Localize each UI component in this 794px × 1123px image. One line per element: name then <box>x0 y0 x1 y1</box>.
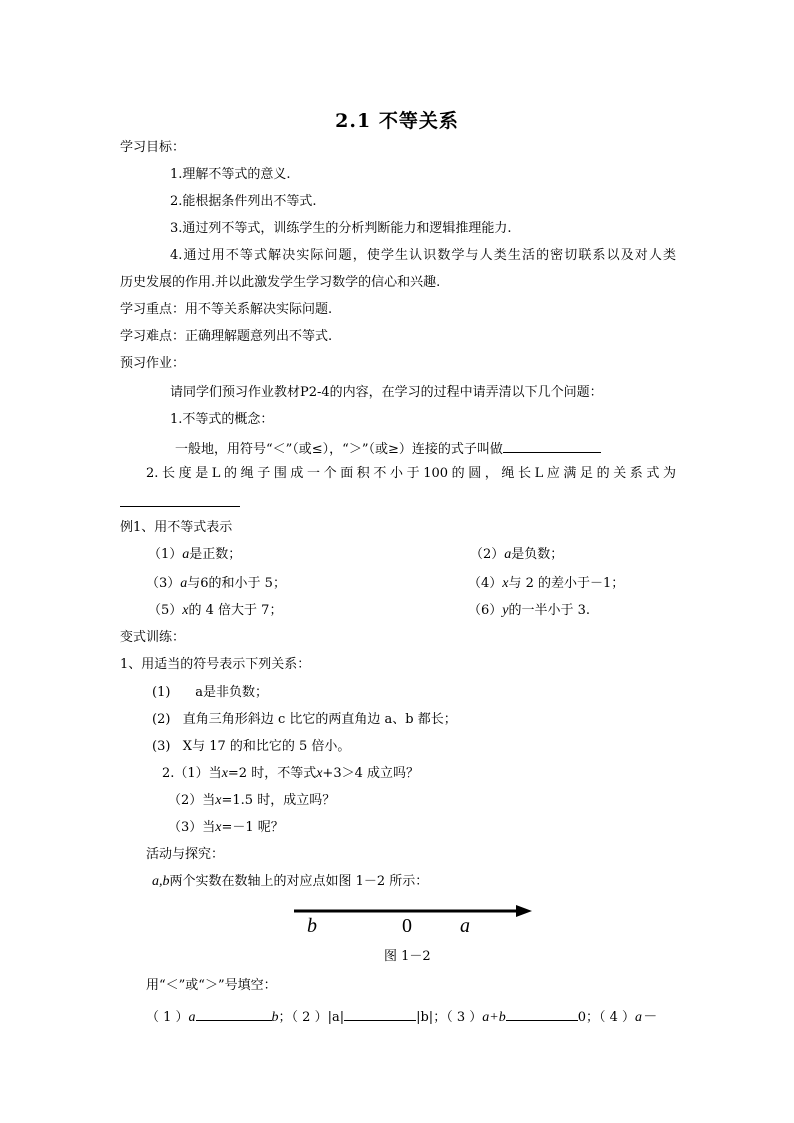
preview-q1 <box>175 438 601 459</box>
label-a: a <box>460 915 470 937</box>
difficulty: 学习难点：正确理解题意列出不等式. <box>120 329 333 344</box>
label-b: b <box>307 915 317 937</box>
fill-prompt: 用“＜”或“＞”号填空： <box>146 978 277 993</box>
practice-q2-2: （2）当x=1.5 时，成立吗？ <box>168 793 336 808</box>
page-title: 2.1 不等关系 <box>335 110 459 132</box>
practice-q2: 2.（1）当x=2 时，不等式x+3＞4 成立吗？ <box>162 766 419 781</box>
answer-blank[interactable] <box>506 1006 578 1021</box>
objective-item: 2.能根据条件列出不等式. <box>170 194 317 209</box>
objective-item: 3.通过列不等式，训练学生的分析判断能力和逻辑推理能力. <box>170 221 512 236</box>
preview-q1-title: 1.不等式的概念： <box>170 412 274 427</box>
answer-blank[interactable] <box>196 1006 272 1021</box>
abs-b: |b| <box>416 1010 434 1025</box>
activity-intro: a,b两个实数在数轴上的对应点如图 1－2 所示： <box>152 874 429 889</box>
number-line <box>290 898 540 942</box>
practice-item: (3) X与 17 的和比它的 5 倍小。 <box>152 739 351 754</box>
example-item: （2）a是负数； <box>470 547 564 562</box>
fill-line: （ 1 ）a b；（ 2 ）|a| |b|；（ 3 ）a+b 0；（ 4 ）a－ <box>146 1006 656 1027</box>
abs-a: |a| <box>327 1010 345 1025</box>
activity-heading: 活动与探究： <box>146 847 225 862</box>
answer-blank[interactable] <box>344 1006 416 1021</box>
objective-item: 4.通过用不等式解决实际问题，使学生认识数学与人类生活的密切联系以及对人类 <box>170 248 676 263</box>
preview-q2-text: 2.长度是L的绳子围成一个面积不小于100的圆，绳长L应满足的关系式为 <box>146 466 676 481</box>
objective-item: 1.理解不等式的意义. <box>170 167 291 182</box>
axis-arrow <box>516 905 532 917</box>
figure-caption: 图 1－2 <box>384 949 431 964</box>
practice-item: (1) a是非负数； <box>152 685 268 700</box>
example-heading: 例1、用不等式表示 <box>120 520 233 535</box>
preview-heading: 预习作业： <box>120 356 186 371</box>
objective-item: 历史发展的作用.并以此激发学生学习数学的信心和兴趣. <box>120 275 441 290</box>
practice-item: (2) 直角三角形斜边 c 比它的两直角边 a、b 都长； <box>152 712 457 727</box>
example-item: （4）x与 2 的差小于－1； <box>468 576 625 591</box>
example-item: （6）y的一半小于 3. <box>468 603 591 618</box>
example-item: （5）x的 4 倍大于 7； <box>148 603 283 618</box>
objectives-heading: 学习目标： <box>120 140 186 155</box>
label-zero: 0 <box>402 915 412 937</box>
key-point: 学习重点：用不等关系解决实际问题. <box>120 302 333 317</box>
preview-q1-text: 一般地，用符号“＜”（或≤），“＞”（或≥）连接的式子叫做 <box>175 442 503 457</box>
preview-intro: 请同学们预习作业教材P2-4的内容，在学习的过程中请弄清以下几个问题： <box>170 385 603 400</box>
example-item: （1）a是正数； <box>148 547 242 562</box>
practice-q2-3: （3）当x=－1 呢？ <box>168 820 284 835</box>
answer-line[interactable] <box>120 492 240 513</box>
example-item: （3）a与6的和小于 5； <box>146 576 286 591</box>
practice-q1: 1、用适当的符号表示下列关系： <box>120 657 311 672</box>
practice-heading: 变式训练： <box>120 630 186 645</box>
answer-blank[interactable] <box>503 438 601 453</box>
